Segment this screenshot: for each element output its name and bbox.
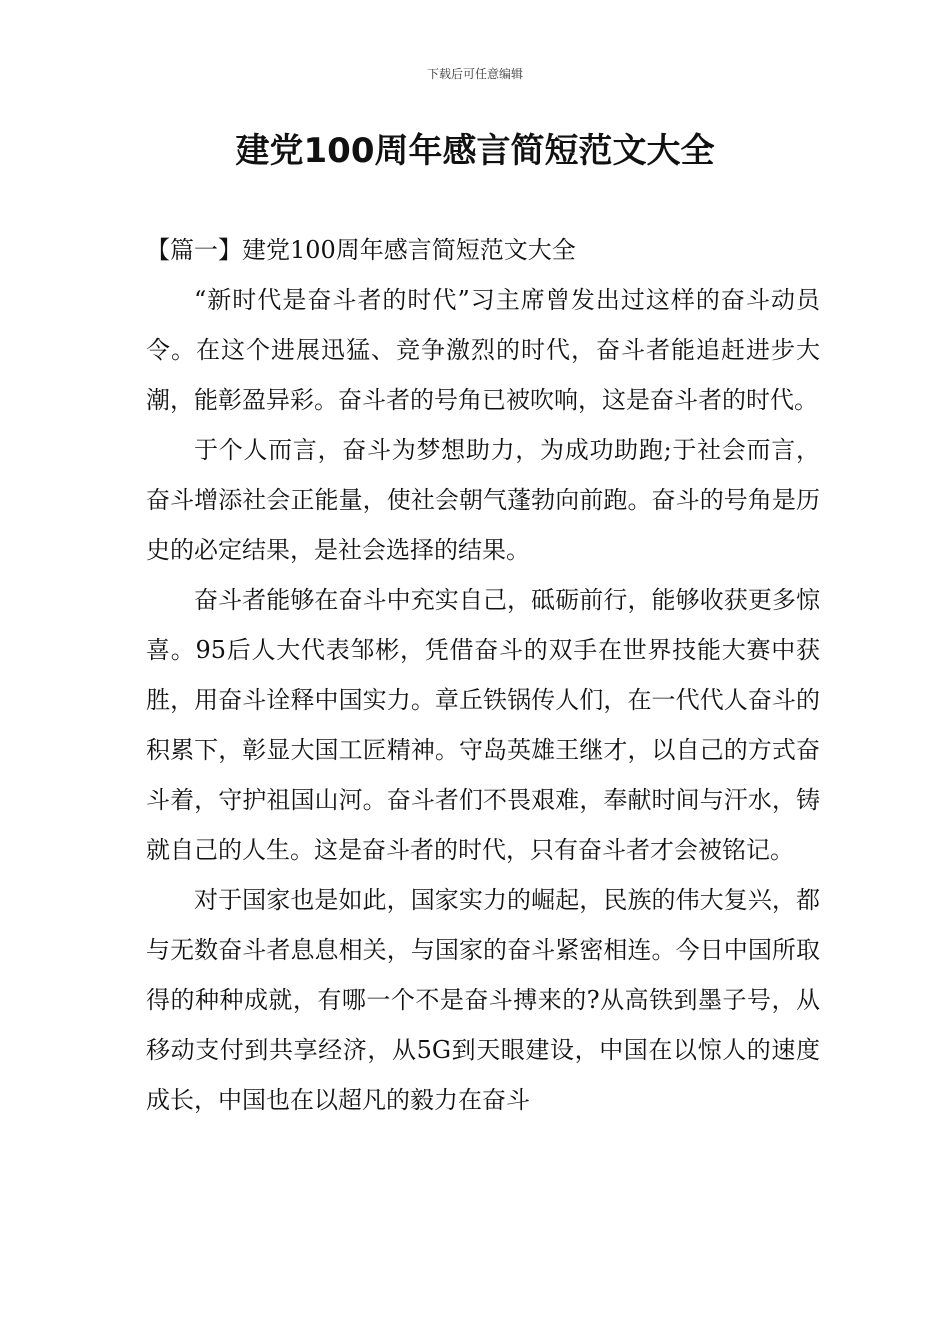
header-note: 下载后可任意编辑: [426, 67, 523, 81]
section-heading: 【篇一】建党100周年感言简短范文大全: [146, 236, 576, 264]
paragraph-1: “新时代是奋斗者的时代”习主席曾发出过这样的奋斗动员令。在这个进展迅猛、竞争激烈的时代，奋斗者能追赶进步大潮，能彰盈异彩。奋斗者的号角已被吹响，这是奋斗者的时代。: [146, 286, 820, 414]
paragraph-4: 对于国家也是如此，国家实力的崛起，民族的伟大复兴，都与无数奋斗者息息相关，与国家的奋斗紧密相连。今日中国所取得的种种成就，有哪一个不是奋斗搏来的?从高铁到墨子号，从移动支付到共享经济，从5G到天眼建设，中国在以惊人的速度成长，中国也在以超凡的毅力在奋斗: [146, 886, 820, 1114]
paragraph-3: 奋斗者能够在奋斗中充实自己，砥砺前行，能够收获更多惊喜。95后人大代表邹彬，凭借奋斗的双手在世界技能大赛中获胜，用奋斗诠释中国实力。章丘铁锅传人们，在一代代人奋斗的积累下，彰显大国工匠精神。守岛英雄王继才，以自己的方式奋斗着，守护祖国山河。奋斗者们不畏艰难，奉献时间与汗水，铸就自己的人生。这是奋斗者的时代，只有奋斗者才会被铭记。: [146, 586, 820, 864]
document-body: [146, 225, 820, 1125]
document-title: 建党100周年感言简短范文大全: [235, 131, 715, 171]
paragraph-2: 于个人而言，奋斗为梦想助力，为成功助跑;于社会而言，奋斗增添社会正能量，使社会朝气蓬勃向前跑。奋斗的号角是历史的必定结果，是社会选择的结果。: [146, 436, 820, 564]
